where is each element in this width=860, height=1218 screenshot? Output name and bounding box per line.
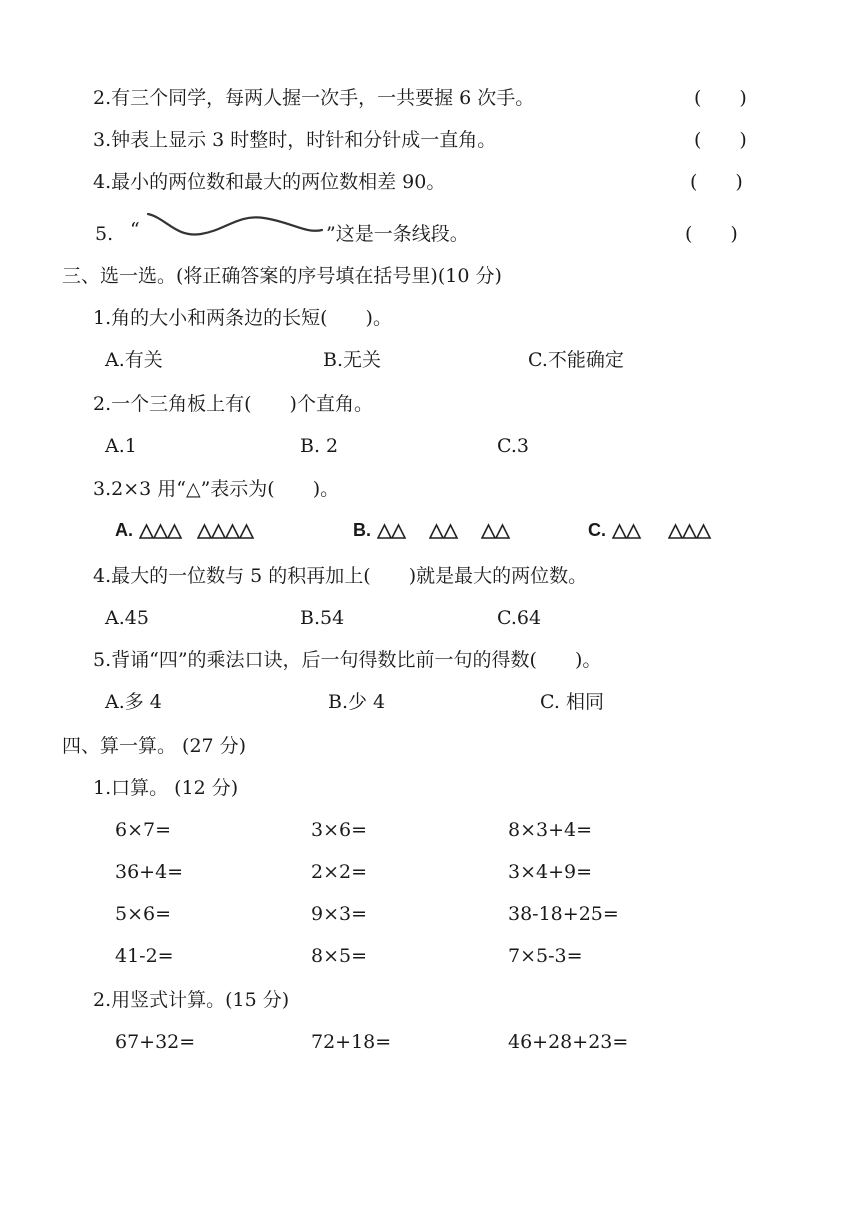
q2-stem: 2.一个三角板上有( )个直角。 xyxy=(93,393,373,415)
q3-stem: 3.2×3 用“△”表示为( )。 xyxy=(93,478,340,500)
answer-paren-3[interactable]: ( ) xyxy=(694,129,747,151)
q5-option-a[interactable]: A.多 4 xyxy=(105,691,162,713)
judge-item-3: 3.钟表上显示 3 时整时，时针和分针成一直角。 xyxy=(93,129,497,151)
judge-item-5-num: 5. xyxy=(95,223,114,245)
q5-stem: 5.背诵“四”的乘法口诀，后一句得数比前一句的得数( )。 xyxy=(93,649,602,671)
triangle-group-icon xyxy=(377,522,407,540)
q2-option-b[interactable]: B. 2 xyxy=(300,435,339,457)
q4-option-c[interactable]: C.64 xyxy=(497,607,542,629)
triangle-group-icon xyxy=(197,522,255,540)
oral-problem: 41-2= xyxy=(115,945,174,967)
q4-stem: 4.最大的一位数与 5 的积再加上( )就是最大的两位数。 xyxy=(93,565,588,587)
oral-problem: 2×2= xyxy=(311,861,368,883)
triangle-group-icon xyxy=(612,522,642,540)
judge-item-5-open-quote: “ xyxy=(130,219,140,241)
q3-option-b-label: B. xyxy=(353,520,371,540)
q3-option-a-label: A. xyxy=(115,520,133,540)
answer-paren-5[interactable]: ( ) xyxy=(685,223,738,245)
answer-paren-4[interactable]: ( ) xyxy=(690,171,743,193)
oral-problem: 3×4+9= xyxy=(508,861,593,883)
judge-item-4: 4.最小的两位数和最大的两位数相差 90。 xyxy=(93,171,446,193)
q4-option-a[interactable]: A.45 xyxy=(105,607,149,629)
q5-option-b[interactable]: B.少 4 xyxy=(328,691,386,713)
oral-problem: 3×6= xyxy=(311,819,368,841)
oral-problem: 36+4= xyxy=(115,861,184,883)
oral-problem: 8×3+4= xyxy=(508,819,593,841)
q1-option-b[interactable]: B.无关 xyxy=(323,349,382,371)
vertical-calc-title: 2.用竖式计算。(15 分) xyxy=(93,989,290,1011)
oral-problem: 5×6= xyxy=(115,903,172,925)
oral-problem: 38-18+25= xyxy=(508,903,619,925)
q3-option-a[interactable] xyxy=(115,520,255,541)
judge-item-5-text: ”这是一条线段。 xyxy=(326,223,469,245)
oral-problem: 9×3= xyxy=(311,903,368,925)
q3-option-c-label: C. xyxy=(588,520,606,540)
curved-line-illustration xyxy=(146,208,324,242)
q2-option-a[interactable]: A.1 xyxy=(105,435,137,457)
oral-problem: 8×5= xyxy=(311,945,368,967)
q3-option-c[interactable] xyxy=(588,520,712,541)
oral-problem: 7×5-3= xyxy=(508,945,583,967)
oral-problem: 6×7= xyxy=(115,819,172,841)
triangle-group-icon xyxy=(668,522,712,540)
oral-calc-title: 1.口算。 (12 分) xyxy=(93,777,239,799)
judge-item-2: 2.有三个同学，每两人握一次手，一共要握 6 次手。 xyxy=(93,87,535,109)
q1-stem: 1.角的大小和两条边的长短( )。 xyxy=(93,307,392,329)
q1-option-c[interactable]: C.不能确定 xyxy=(528,349,624,371)
q3-option-b[interactable] xyxy=(353,520,511,541)
q4-option-b[interactable]: B.54 xyxy=(300,607,345,629)
q5-option-c[interactable]: C. 相同 xyxy=(540,691,604,713)
section-3-heading: 三、选一选。(将正确答案的序号填在括号里)(10 分) xyxy=(62,265,502,287)
triangle-group-icon xyxy=(139,522,183,540)
section-4-heading: 四、算一算。 (27 分) xyxy=(62,735,247,757)
vertical-problem: 67+32= xyxy=(115,1031,196,1053)
vertical-problem: 46+28+23= xyxy=(508,1031,629,1053)
q1-option-a[interactable]: A.有关 xyxy=(105,349,163,371)
triangle-group-icon xyxy=(481,522,511,540)
answer-paren-2[interactable]: ( ) xyxy=(694,87,747,109)
q2-option-c[interactable]: C.3 xyxy=(497,435,529,457)
triangle-group-icon xyxy=(429,522,459,540)
vertical-problem: 72+18= xyxy=(311,1031,392,1053)
